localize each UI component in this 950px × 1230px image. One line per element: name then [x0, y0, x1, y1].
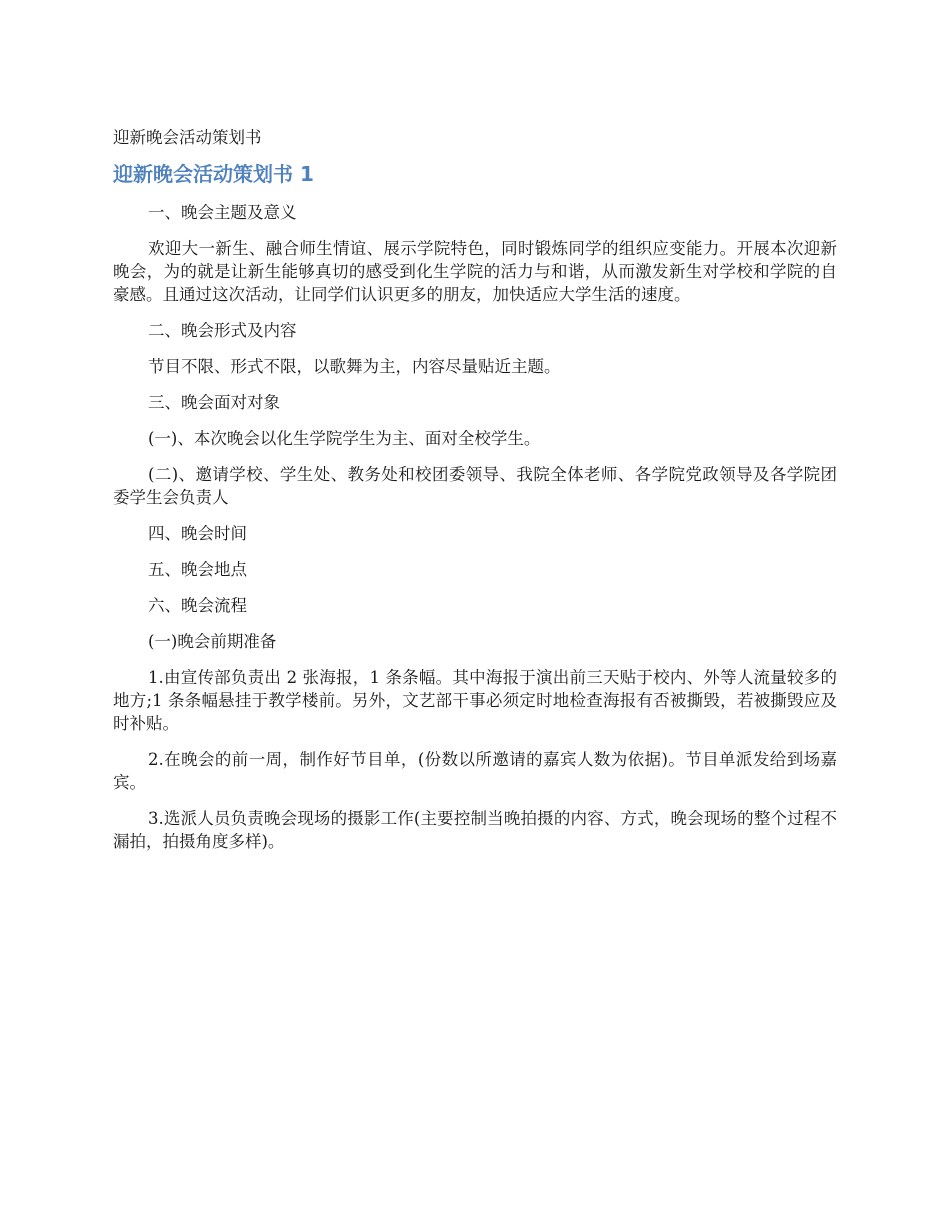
document-body [113, 126, 837, 866]
paragraph-format-body: 节目不限、形式不限，以歌舞为主，内容尽量贴近主题。 [148, 357, 561, 376]
heading-audience: 三、晚会面对对象 [148, 393, 280, 412]
paragraph-prep-2: 2.在晚会的前一周，制作好节目单，(份数以所邀请的嘉宾人数为依据)。节目单派发给到场嘉宾。 [113, 750, 837, 792]
paragraph-prep-1: 1.由宣传部负责出 2 张海报，1 条条幅。其中海报于演出前三天贴于校内、外等人流量较多的地方;1 条条幅悬挂于教学楼前。另外，文艺部干事必须定时地检查海报有否被撕毁，若被撕毁应及时补贴。 [113, 668, 837, 733]
subheading-preparation: (一)晚会前期准备 [148, 632, 277, 651]
heading-theme: 一、晚会主题及意义 [148, 203, 297, 222]
paragraph-audience-1: (一)、本次晚会以化生学院学生为主、面对全校学生。 [148, 429, 541, 448]
paragraph-theme-body: 欢迎大一新生、融合师生情谊、展示学院特色，同时锻炼同学的组织应变能力。开展本次迎新晚会，为的就是让新生能够真切的感受到化生学院的活力与和谐，从而激发新生对学校和学院的自豪感。且通过这次活动，让同学们认识更多的朋友，加快适应大学生活的速度。 [113, 239, 837, 304]
heading-time: 四、晚会时间 [148, 524, 247, 543]
paragraph-audience-2: (二)、邀请学校、学生处、教务处和校团委领导、我院全体老师、各学院党政领导及各学院团委学生会负责人 [113, 465, 837, 507]
heading-process: 六、晚会流程 [148, 596, 247, 615]
document-title: 迎新晚会活动策划书 [113, 128, 262, 147]
heading-format: 二、晚会形式及内容 [148, 321, 297, 340]
section-heading: 迎新晚会活动策划书 1 [113, 162, 314, 186]
heading-venue: 五、晚会地点 [148, 560, 247, 579]
paragraph-prep-3: 3.选派人员负责晚会现场的摄影工作(主要控制当晚拍摄的内容、方式，晚会现场的整个过程不漏拍，拍摄角度多样)。 [113, 809, 837, 851]
